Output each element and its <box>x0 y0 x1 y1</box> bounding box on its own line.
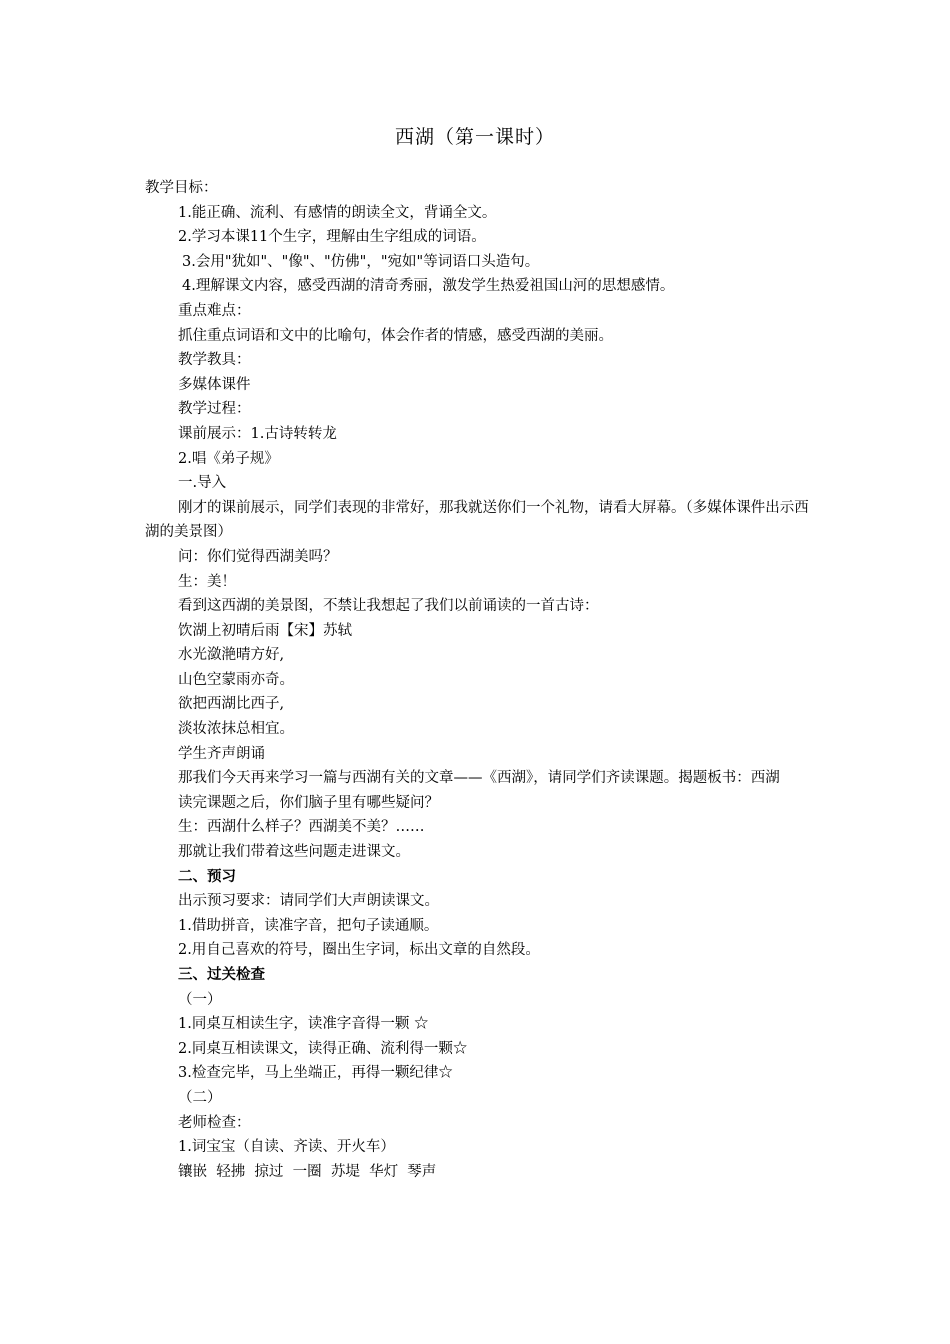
subsection-marker: （二） <box>178 1089 222 1106</box>
section-heading-introduction: 一.导入 <box>178 475 227 492</box>
document-body <box>145 176 815 1184</box>
objective-item: 1.能正确、流利、有感情的朗读全文，背诵全文。 <box>178 204 497 221</box>
paragraph: 2.唱《弟子规》 <box>178 450 279 467</box>
section-heading-preview: 二、预习 <box>178 867 236 885</box>
paragraph: 读完课题之后，你们脑子里有哪些疑问？ <box>178 794 439 811</box>
document-title: 西湖（第一课时） <box>394 126 555 148</box>
section-heading-checkpoint: 三、过关检查 <box>178 966 265 983</box>
paragraph: 看到这西湖的美景图，不禁让我想起了我们以前诵读的一首古诗： <box>178 598 599 615</box>
poem-line: 山色空蒙雨亦奇。 <box>178 671 294 688</box>
paragraph: 老师检查： <box>178 1114 251 1131</box>
poem-line: 水光潋滟晴方好, <box>178 647 285 664</box>
section-heading-teaching-aids: 教学教具： <box>178 352 251 369</box>
poem-line: 欲把西湖比西子, <box>178 696 285 713</box>
list-item: 1.词宝宝（自读、齐读、开火车） <box>178 1139 395 1156</box>
dialogue-line: 生：西湖什么样子？西湖美不美？…… <box>178 819 425 836</box>
dialogue-line: 生：美！ <box>178 573 236 590</box>
paragraph: 课前展示：1.古诗转转龙 <box>178 425 337 442</box>
paragraph: 学生齐声朗诵 <box>178 745 265 762</box>
paragraph: 多媒体课件 <box>178 376 251 393</box>
subsection-marker: （一） <box>178 991 222 1008</box>
list-item: 1.同桌互相读生字，读准字音得一颗 ☆ <box>178 1016 429 1033</box>
objective-item: 4.理解课文内容，感受西湖的清奇秀丽，激发学生热爱祖国山河的思想感情。 <box>182 278 675 295</box>
list-item: 1.借助拼音，读准字音，把句子读通顺。 <box>178 917 439 934</box>
section-heading-key-points: 重点难点： <box>178 302 251 319</box>
poem-line: 淡妆浓抹总相宜。 <box>178 721 294 738</box>
paragraph: 抓住重点词语和文中的比喻句，体会作者的情感，感受西湖的美丽。 <box>178 327 613 344</box>
list-item: 3.检查完毕，马上坐端正，再得一颗纪律☆ <box>178 1065 453 1082</box>
paragraph: 出示预习要求：请同学们大声朗读课文。 <box>178 893 439 910</box>
section-heading-teaching-process: 教学过程： <box>178 401 251 418</box>
objective-item: 3.会用"犹如"、"像"、"仿佛"，"宛如"等词语口头造句。 <box>182 253 540 270</box>
list-item: 2.同桌互相读课文，读得正确、流利得一颗☆ <box>178 1040 468 1057</box>
list-item: 2.用自己喜欢的符号，圈出生字词，标出文章的自然段。 <box>178 942 540 959</box>
section-heading-objectives: 教学目标： <box>145 180 218 196</box>
vocabulary-words: 镶嵌 轻拂 掠过 一圈 苏堤 华灯 琴声 <box>178 1163 437 1180</box>
objective-item: 2.学习本课11个生字，理解由生字组成的词语。 <box>178 229 486 246</box>
poem-title: 饮湖上初晴后雨【宋】苏轼 <box>178 622 352 639</box>
paragraph: 刚才的课前展示，同学们表现的非常好，那我就送你们一个礼物，请看大屏幕。（多媒体课件出示西湖的美景图） <box>145 499 809 541</box>
dialogue-line: 问：你们觉得西湖美吗？ <box>178 548 338 565</box>
paragraph: 那我们今天再来学习一篇与西湖有关的文章——《西湖》，请同学们齐读课题。揭题板书：西湖 <box>178 770 780 787</box>
paragraph: 那就让我们带着这些问题走进课文。 <box>178 844 410 861</box>
